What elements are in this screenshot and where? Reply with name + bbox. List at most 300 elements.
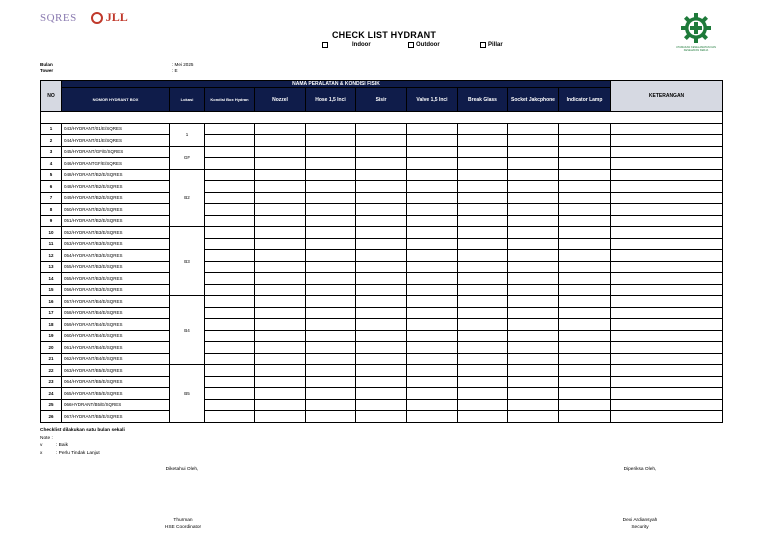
condition-cell[interactable] (508, 319, 559, 331)
condition-cell[interactable] (306, 227, 356, 239)
right-caption: Diperiksa Oleh, (623, 467, 657, 472)
header-logos (40, 10, 128, 25)
condition-cell[interactable] (407, 250, 458, 262)
condition-cell[interactable] (356, 273, 407, 285)
condition-cell[interactable] (356, 296, 407, 308)
condition-cell[interactable] (356, 342, 407, 354)
hydrant-box-number: 061/HYDRANT/B4/E/SQRES (62, 342, 170, 354)
col-header: Socket Jakcphone (508, 88, 559, 112)
condition-cell[interactable] (306, 399, 356, 411)
condition-cell[interactable] (205, 227, 255, 239)
condition-cell[interactable] (458, 215, 508, 227)
hydrant-box-number: 049/HYDRANT/B2/E/SQRES (62, 192, 170, 204)
condition-cell[interactable] (356, 227, 407, 239)
table-row (41, 353, 723, 365)
condition-cell[interactable] (407, 365, 458, 377)
keterangan-cell[interactable] (611, 158, 723, 170)
condition-cell[interactable] (559, 376, 611, 388)
condition-cell[interactable] (407, 204, 458, 216)
condition-cell[interactable] (559, 365, 611, 377)
condition-cell[interactable] (458, 307, 508, 319)
condition-cell[interactable] (559, 227, 611, 239)
table-row (41, 169, 723, 181)
condition-cell[interactable] (306, 261, 356, 273)
condition-cell[interactable] (508, 353, 559, 365)
table-row (41, 158, 723, 170)
condition-cell[interactable] (205, 353, 255, 365)
condition-cell[interactable] (508, 169, 559, 181)
condition-cell[interactable] (255, 146, 306, 158)
left-name: Thurman (173, 518, 193, 523)
option-pillar[interactable] (480, 42, 503, 48)
condition-cell[interactable] (508, 250, 559, 262)
condition-cell[interactable] (255, 181, 306, 193)
condition-cell[interactable] (407, 238, 458, 250)
condition-cell[interactable] (255, 388, 306, 400)
keterangan-cell[interactable] (611, 342, 723, 354)
option-outdoor[interactable] (408, 42, 480, 48)
location-cell: B5 (170, 365, 205, 423)
condition-cell[interactable] (458, 204, 508, 216)
condition-cell[interactable] (407, 261, 458, 273)
keterangan-cell[interactable] (611, 169, 723, 181)
condition-cell[interactable] (255, 250, 306, 262)
condition-cell[interactable] (407, 123, 458, 135)
condition-cell[interactable] (407, 307, 458, 319)
condition-cell[interactable] (508, 284, 559, 296)
condition-cell[interactable] (559, 353, 611, 365)
signature-right-caption (610, 466, 670, 473)
condition-cell[interactable] (255, 307, 306, 319)
condition-cell[interactable] (407, 181, 458, 193)
condition-cell[interactable] (356, 181, 407, 193)
row-number: 3 (41, 146, 62, 158)
condition-cell[interactable] (508, 273, 559, 285)
indoor-checkbox[interactable] (322, 42, 328, 48)
condition-cell[interactable] (407, 388, 458, 400)
condition-cell[interactable] (559, 123, 611, 135)
condition-cell[interactable] (407, 273, 458, 285)
sqres-logo: SQRES (40, 11, 77, 24)
condition-cell[interactable] (205, 250, 255, 262)
keterangan-cell[interactable] (611, 319, 723, 331)
condition-cell[interactable] (458, 238, 508, 250)
condition-cell[interactable] (458, 296, 508, 308)
condition-cell[interactable] (559, 135, 611, 147)
table-row (41, 284, 723, 296)
signature-left (148, 517, 218, 531)
condition-cell[interactable] (458, 169, 508, 181)
condition-cell[interactable] (356, 146, 407, 158)
condition-cell[interactable] (458, 388, 508, 400)
condition-cell[interactable] (356, 307, 407, 319)
condition-cell[interactable] (458, 399, 508, 411)
keterangan-cell[interactable] (611, 353, 723, 365)
condition-cell[interactable] (458, 319, 508, 331)
condition-cell[interactable] (508, 365, 559, 377)
condition-cell[interactable] (559, 319, 611, 331)
keterangan-cell[interactable] (611, 215, 723, 227)
condition-cell[interactable] (458, 227, 508, 239)
condition-cell[interactable] (356, 330, 407, 342)
condition-cell[interactable] (508, 307, 559, 319)
condition-cell[interactable] (255, 273, 306, 285)
condition-cell[interactable] (559, 158, 611, 170)
condition-cell[interactable] (205, 215, 255, 227)
condition-cell[interactable] (255, 192, 306, 204)
condition-cell[interactable] (356, 238, 407, 250)
hydrant-box-number: 055/HYDRANT/B3/E/SQRES (62, 273, 170, 285)
keterangan-cell[interactable] (611, 365, 723, 377)
keterangan-cell[interactable] (611, 330, 723, 342)
col-keterangan-header: KETERANGAN (611, 81, 723, 112)
condition-cell[interactable] (356, 192, 407, 204)
condition-cell[interactable] (458, 123, 508, 135)
option-indoor[interactable] (322, 42, 408, 48)
condition-cell[interactable] (458, 261, 508, 273)
condition-cell[interactable] (508, 296, 559, 308)
keterangan-cell[interactable] (611, 388, 723, 400)
condition-cell[interactable] (306, 204, 356, 216)
condition-cell[interactable] (255, 238, 306, 250)
keterangan-cell[interactable] (611, 296, 723, 308)
condition-cell[interactable] (559, 146, 611, 158)
condition-cell[interactable] (508, 261, 559, 273)
condition-cell[interactable] (356, 250, 407, 262)
condition-cell[interactable] (306, 238, 356, 250)
condition-cell[interactable] (306, 135, 356, 147)
condition-cell[interactable] (306, 158, 356, 170)
condition-cell[interactable] (508, 399, 559, 411)
condition-cell[interactable] (205, 319, 255, 331)
condition-cell[interactable] (306, 319, 356, 331)
hydrant-box-number: 052/HYDRANT/B3/E/SQRES (62, 227, 170, 239)
condition-cell[interactable] (356, 158, 407, 170)
condition-cell[interactable] (255, 227, 306, 239)
condition-cell[interactable] (255, 169, 306, 181)
row-number: 2 (41, 135, 62, 147)
condition-cell[interactable] (559, 342, 611, 354)
condition-cell[interactable] (407, 342, 458, 354)
condition-cell[interactable] (559, 169, 611, 181)
condition-cell[interactable] (306, 353, 356, 365)
condition-cell[interactable] (255, 123, 306, 135)
hydrant-box-number: 050/HYDRANT/B2/E/SQRES (62, 204, 170, 216)
condition-cell[interactable] (458, 146, 508, 158)
condition-cell[interactable] (356, 388, 407, 400)
hydrant-box-number: 056/HYDRANT/B3/E/SQRES (62, 284, 170, 296)
condition-cell[interactable] (356, 376, 407, 388)
condition-cell[interactable] (407, 169, 458, 181)
legend-text: : Baik (56, 443, 68, 448)
row-number: 15 (41, 284, 62, 296)
condition-cell[interactable] (255, 365, 306, 377)
condition-cell[interactable] (407, 135, 458, 147)
condition-cell[interactable] (306, 307, 356, 319)
condition-cell[interactable] (255, 330, 306, 342)
condition-cell[interactable] (255, 296, 306, 308)
row-number: 25 (41, 399, 62, 411)
condition-cell[interactable] (559, 192, 611, 204)
condition-cell[interactable] (458, 411, 508, 423)
condition-cell[interactable] (559, 388, 611, 400)
condition-cell[interactable] (205, 411, 255, 423)
condition-cell[interactable] (306, 181, 356, 193)
condition-cell[interactable] (356, 204, 407, 216)
condition-cell[interactable] (205, 330, 255, 342)
condition-cell[interactable] (508, 388, 559, 400)
outdoor-checkbox[interactable] (408, 42, 414, 48)
condition-cell[interactable] (407, 376, 458, 388)
condition-cell[interactable] (407, 158, 458, 170)
row-number: 24 (41, 388, 62, 400)
condition-cell[interactable] (559, 181, 611, 193)
condition-cell[interactable] (205, 158, 255, 170)
condition-cell[interactable] (306, 146, 356, 158)
condition-cell[interactable] (205, 169, 255, 181)
condition-cell[interactable] (458, 365, 508, 377)
condition-cell[interactable] (255, 411, 306, 423)
legend-symbol: v (40, 443, 43, 448)
condition-cell[interactable] (458, 250, 508, 262)
condition-cell[interactable] (255, 135, 306, 147)
condition-cell[interactable] (559, 284, 611, 296)
condition-cell[interactable] (356, 261, 407, 273)
table-row (41, 296, 723, 308)
row-number: 22 (41, 365, 62, 377)
condition-cell[interactable] (306, 411, 356, 423)
keterangan-cell[interactable] (611, 273, 723, 285)
condition-cell[interactable] (205, 273, 255, 285)
condition-cell[interactable] (508, 181, 559, 193)
table-row (41, 388, 723, 400)
hydrant-box-number: 044/HYDRANT/01/E/SQRES (62, 135, 170, 147)
condition-cell[interactable] (407, 411, 458, 423)
condition-cell[interactable] (407, 215, 458, 227)
left-caption: Diketahui Oleh, (165, 467, 199, 472)
condition-cell[interactable] (508, 192, 559, 204)
row-number: 13 (41, 261, 62, 273)
group-header: NAMA PERALATAN & KONDISI FISIK (62, 81, 611, 88)
table-row (41, 204, 723, 216)
hydrant-box-number: 058/HYDRANT/B4/E/SQRES (62, 307, 170, 319)
condition-cell[interactable] (508, 204, 559, 216)
condition-cell[interactable] (508, 135, 559, 147)
condition-cell[interactable] (205, 261, 255, 273)
bulan-label: Bulan (40, 62, 53, 67)
condition-cell[interactable] (356, 169, 407, 181)
hydrant-box-number: 055/HYDRANT/B3/E/SQRES (62, 261, 170, 273)
condition-cell[interactable] (306, 192, 356, 204)
note-title: Checklist dilakukan satu bulan sekali (40, 428, 125, 433)
condition-cell[interactable] (306, 330, 356, 342)
condition-cell[interactable] (255, 376, 306, 388)
condition-cell[interactable] (559, 307, 611, 319)
condition-cell[interactable] (356, 353, 407, 365)
condition-cell[interactable] (356, 123, 407, 135)
condition-cell[interactable] (559, 250, 611, 262)
condition-cell[interactable] (205, 307, 255, 319)
condition-cell[interactable] (306, 250, 356, 262)
condition-cell[interactable] (407, 319, 458, 331)
condition-cell[interactable] (356, 365, 407, 377)
condition-cell[interactable] (559, 296, 611, 308)
condition-cell[interactable] (356, 215, 407, 227)
condition-cell[interactable] (458, 273, 508, 285)
jll-logo (91, 10, 128, 25)
condition-cell[interactable] (508, 227, 559, 239)
condition-cell[interactable] (407, 353, 458, 365)
condition-cell[interactable] (205, 376, 255, 388)
condition-cell[interactable] (255, 284, 306, 296)
condition-cell[interactable] (356, 411, 407, 423)
condition-cell[interactable] (356, 399, 407, 411)
location-cell: GF (170, 146, 205, 169)
legend-symbol: x (40, 450, 43, 456)
condition-cell[interactable] (458, 353, 508, 365)
legend-item-tindak-lanjut (40, 450, 125, 458)
condition-cell[interactable] (458, 330, 508, 342)
condition-cell[interactable] (559, 330, 611, 342)
condition-cell[interactable] (306, 284, 356, 296)
condition-cell[interactable] (458, 135, 508, 147)
keterangan-cell[interactable] (611, 181, 723, 193)
condition-cell[interactable] (255, 261, 306, 273)
condition-cell[interactable] (407, 399, 458, 411)
row-number: 21 (41, 353, 62, 365)
hydrant-checklist-table (40, 80, 723, 423)
condition-cell[interactable] (508, 215, 559, 227)
keterangan-cell[interactable] (611, 284, 723, 296)
hydrant-box-number: 057/HYDRANT/B4/E/SQRES (62, 296, 170, 308)
condition-cell[interactable] (306, 169, 356, 181)
condition-cell[interactable] (306, 342, 356, 354)
condition-cell[interactable] (407, 296, 458, 308)
condition-cell[interactable] (508, 411, 559, 423)
col-no-header: NO (41, 81, 62, 112)
keterangan-cell[interactable] (611, 250, 723, 262)
condition-cell[interactable] (255, 204, 306, 216)
condition-cell[interactable] (508, 342, 559, 354)
col-header: Indicator Lamp (559, 88, 611, 112)
condition-cell[interactable] (559, 261, 611, 273)
keterangan-cell[interactable] (611, 307, 723, 319)
hydrant-box-number: 043/HYDRANT/01/E/SQRES (62, 123, 170, 135)
condition-cell[interactable] (306, 273, 356, 285)
keterangan-cell[interactable] (611, 123, 723, 135)
condition-cell[interactable] (205, 365, 255, 377)
condition-cell[interactable] (205, 388, 255, 400)
condition-cell[interactable] (306, 376, 356, 388)
condition-cell[interactable] (559, 411, 611, 423)
note-label: Note : (40, 435, 53, 441)
condition-cell[interactable] (306, 123, 356, 135)
condition-cell[interactable] (255, 158, 306, 170)
condition-cell[interactable] (508, 146, 559, 158)
condition-cell[interactable] (205, 284, 255, 296)
condition-cell[interactable] (407, 146, 458, 158)
row-number: 10 (41, 227, 62, 239)
condition-cell[interactable] (205, 181, 255, 193)
condition-cell[interactable] (205, 342, 255, 354)
keterangan-cell[interactable] (611, 261, 723, 273)
condition-cell[interactable] (306, 365, 356, 377)
condition-cell[interactable] (255, 319, 306, 331)
table-row (41, 215, 723, 227)
condition-cell[interactable] (255, 399, 306, 411)
keterangan-cell[interactable] (611, 238, 723, 250)
keterangan-cell[interactable] (611, 204, 723, 216)
condition-cell[interactable] (458, 158, 508, 170)
condition-cell[interactable] (559, 238, 611, 250)
condition-cell[interactable] (255, 215, 306, 227)
bulan-value: : Mei 2025 (172, 62, 194, 67)
hydrant-box-number: 064/HYDRANT/B5/E/SQRES (62, 376, 170, 388)
row-number: 11 (41, 238, 62, 250)
keterangan-cell[interactable] (611, 192, 723, 204)
condition-cell[interactable] (205, 399, 255, 411)
condition-cell[interactable] (205, 146, 255, 158)
condition-cell[interactable] (508, 158, 559, 170)
condition-cell[interactable] (306, 296, 356, 308)
condition-cell[interactable] (559, 273, 611, 285)
keterangan-cell[interactable] (611, 227, 723, 239)
row-number: 7 (41, 192, 62, 204)
condition-cell[interactable] (205, 135, 255, 147)
condition-cell[interactable] (559, 399, 611, 411)
condition-cell[interactable] (508, 123, 559, 135)
condition-cell[interactable] (508, 238, 559, 250)
condition-cell[interactable] (356, 135, 407, 147)
keterangan-cell[interactable] (611, 135, 723, 147)
pillar-checkbox[interactable] (480, 42, 486, 48)
table-row (41, 342, 723, 354)
condition-cell[interactable] (458, 284, 508, 296)
keterangan-cell[interactable] (611, 399, 723, 411)
condition-cell[interactable] (205, 204, 255, 216)
condition-cell[interactable] (458, 181, 508, 193)
condition-cell[interactable] (205, 192, 255, 204)
condition-cell[interactable] (559, 204, 611, 216)
condition-cell[interactable] (508, 376, 559, 388)
condition-cell[interactable] (255, 353, 306, 365)
hydrant-box-number: 063/HYDRANT/B5/E/SQRES (62, 365, 170, 377)
condition-cell[interactable] (407, 330, 458, 342)
condition-cell[interactable] (356, 284, 407, 296)
condition-cell[interactable] (458, 342, 508, 354)
condition-cell[interactable] (356, 319, 407, 331)
condition-cell[interactable] (205, 296, 255, 308)
condition-cell[interactable] (458, 376, 508, 388)
condition-cell[interactable] (559, 215, 611, 227)
keterangan-cell[interactable] (611, 146, 723, 158)
condition-cell[interactable] (458, 192, 508, 204)
hydrant-box-number: 067/HYDRANT/B5/E/SQRES (62, 411, 170, 423)
condition-cell[interactable] (306, 215, 356, 227)
condition-cell[interactable] (407, 227, 458, 239)
hydrant-box-number: 066HYDRANT/B5/E/SQRES (62, 399, 170, 411)
keterangan-cell[interactable] (611, 376, 723, 388)
condition-cell[interactable] (407, 192, 458, 204)
condition-cell[interactable] (306, 388, 356, 400)
condition-cell[interactable] (205, 123, 255, 135)
left-role: HSE Coordinator (164, 525, 202, 530)
condition-cell[interactable] (508, 330, 559, 342)
condition-cell[interactable] (255, 342, 306, 354)
condition-cell[interactable] (407, 284, 458, 296)
condition-cell[interactable] (205, 238, 255, 250)
keterangan-cell[interactable] (611, 411, 723, 423)
